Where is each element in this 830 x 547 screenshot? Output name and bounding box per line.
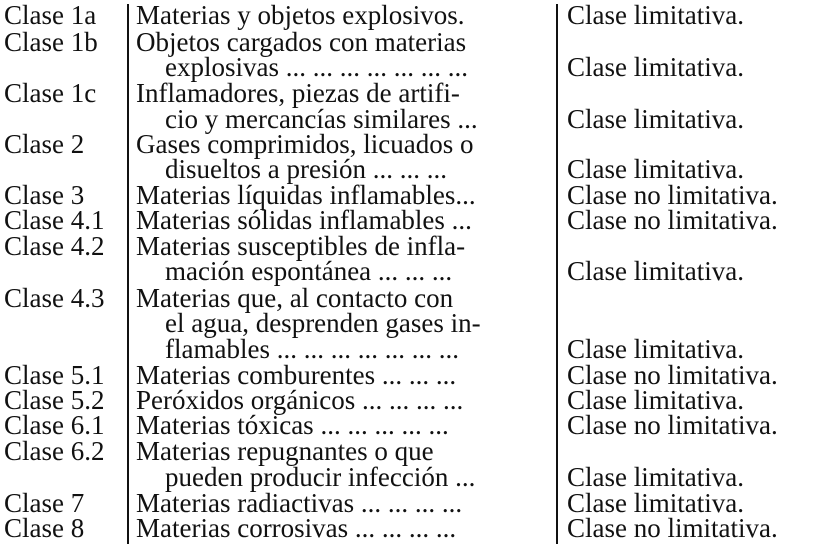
class-category: Clase no limitativa. (567, 410, 778, 440)
class-description-line: Gases comprimidos, licuados o (136, 129, 474, 159)
class-description-line: cio y mercancías similares ... (165, 104, 478, 134)
class-code: Clase 2 (4, 129, 85, 159)
class-category: Clase no limitativa. (567, 513, 778, 543)
class-category: Clase limitativa. (567, 385, 744, 415)
column-divider-right (556, 4, 558, 544)
class-description-line: Materias radiactivas ... ... ... ... (136, 488, 463, 518)
class-description-line: pueden producir infección ... (165, 462, 476, 492)
class-category: Clase limitativa. (567, 52, 744, 82)
class-code: Clase 5.1 (4, 360, 105, 390)
class-category: Clase limitativa. (567, 0, 744, 30)
class-code: Clase 4.1 (4, 205, 105, 235)
class-category: Clase limitativa. (567, 154, 744, 184)
class-description-line: Materias susceptibles de infla- (136, 231, 466, 261)
class-description-line: Materias y objetos explosivos. (136, 0, 465, 30)
class-category: Clase no limitativa. (567, 205, 778, 235)
class-description-line: Materias tóxicas ... ... ... ... ... (136, 410, 449, 440)
class-description-line: Materias corrosivas ... ... ... ... (136, 513, 457, 543)
class-code: Clase 1a (4, 0, 97, 30)
class-description-line: disueltos a presión ... ... ... (165, 154, 447, 184)
class-category: Clase limitativa. (567, 256, 744, 286)
class-code: Clase 6.1 (4, 410, 105, 440)
class-category: Clase limitativa. (567, 488, 744, 518)
class-description-line: Materias comburentes ... ... ... (136, 360, 457, 390)
class-description-line: Objetos cargados con materias (136, 27, 467, 57)
class-category: Clase no limitativa. (567, 180, 778, 210)
class-description-line: Inflamadores, piezas de artifi- (136, 78, 460, 108)
class-code: Clase 5.2 (4, 385, 105, 415)
class-category: Clase limitativa. (567, 334, 744, 364)
class-code: Clase 4.3 (4, 283, 105, 313)
class-description-line: Materias líquidas inflamables... (136, 180, 476, 210)
class-description-line: Materias sólidas inflamables ... (136, 205, 472, 235)
class-code: Clase 3 (4, 180, 85, 210)
class-description-line: mación espontánea ... ... ... (165, 256, 453, 286)
class-category: Clase no limitativa. (567, 360, 778, 390)
class-description-line: Materias repugnantes o que (136, 436, 434, 466)
class-code: Clase 1b (4, 27, 98, 57)
class-description-line: flamables ... ... ... ... ... ... ... (165, 334, 459, 364)
class-code: Clase 6.2 (4, 436, 105, 466)
class-code: Clase 7 (4, 488, 85, 518)
class-code: Clase 8 (4, 513, 85, 543)
class-code: Clase 1c (4, 78, 97, 108)
class-category: Clase limitativa. (567, 462, 744, 492)
class-category: Clase limitativa. (567, 104, 744, 134)
class-description-line: explosivas ... ... ... ... ... ... ... (165, 52, 468, 82)
class-description-line: el agua, desprenden gases in- (165, 308, 481, 338)
column-divider-left (127, 4, 129, 544)
class-description-line: Peróxidos orgánicos ... ... ... ... (136, 385, 464, 415)
class-code: Clase 4.2 (4, 231, 105, 261)
class-description-line: Materias que, al contacto con (136, 283, 454, 313)
